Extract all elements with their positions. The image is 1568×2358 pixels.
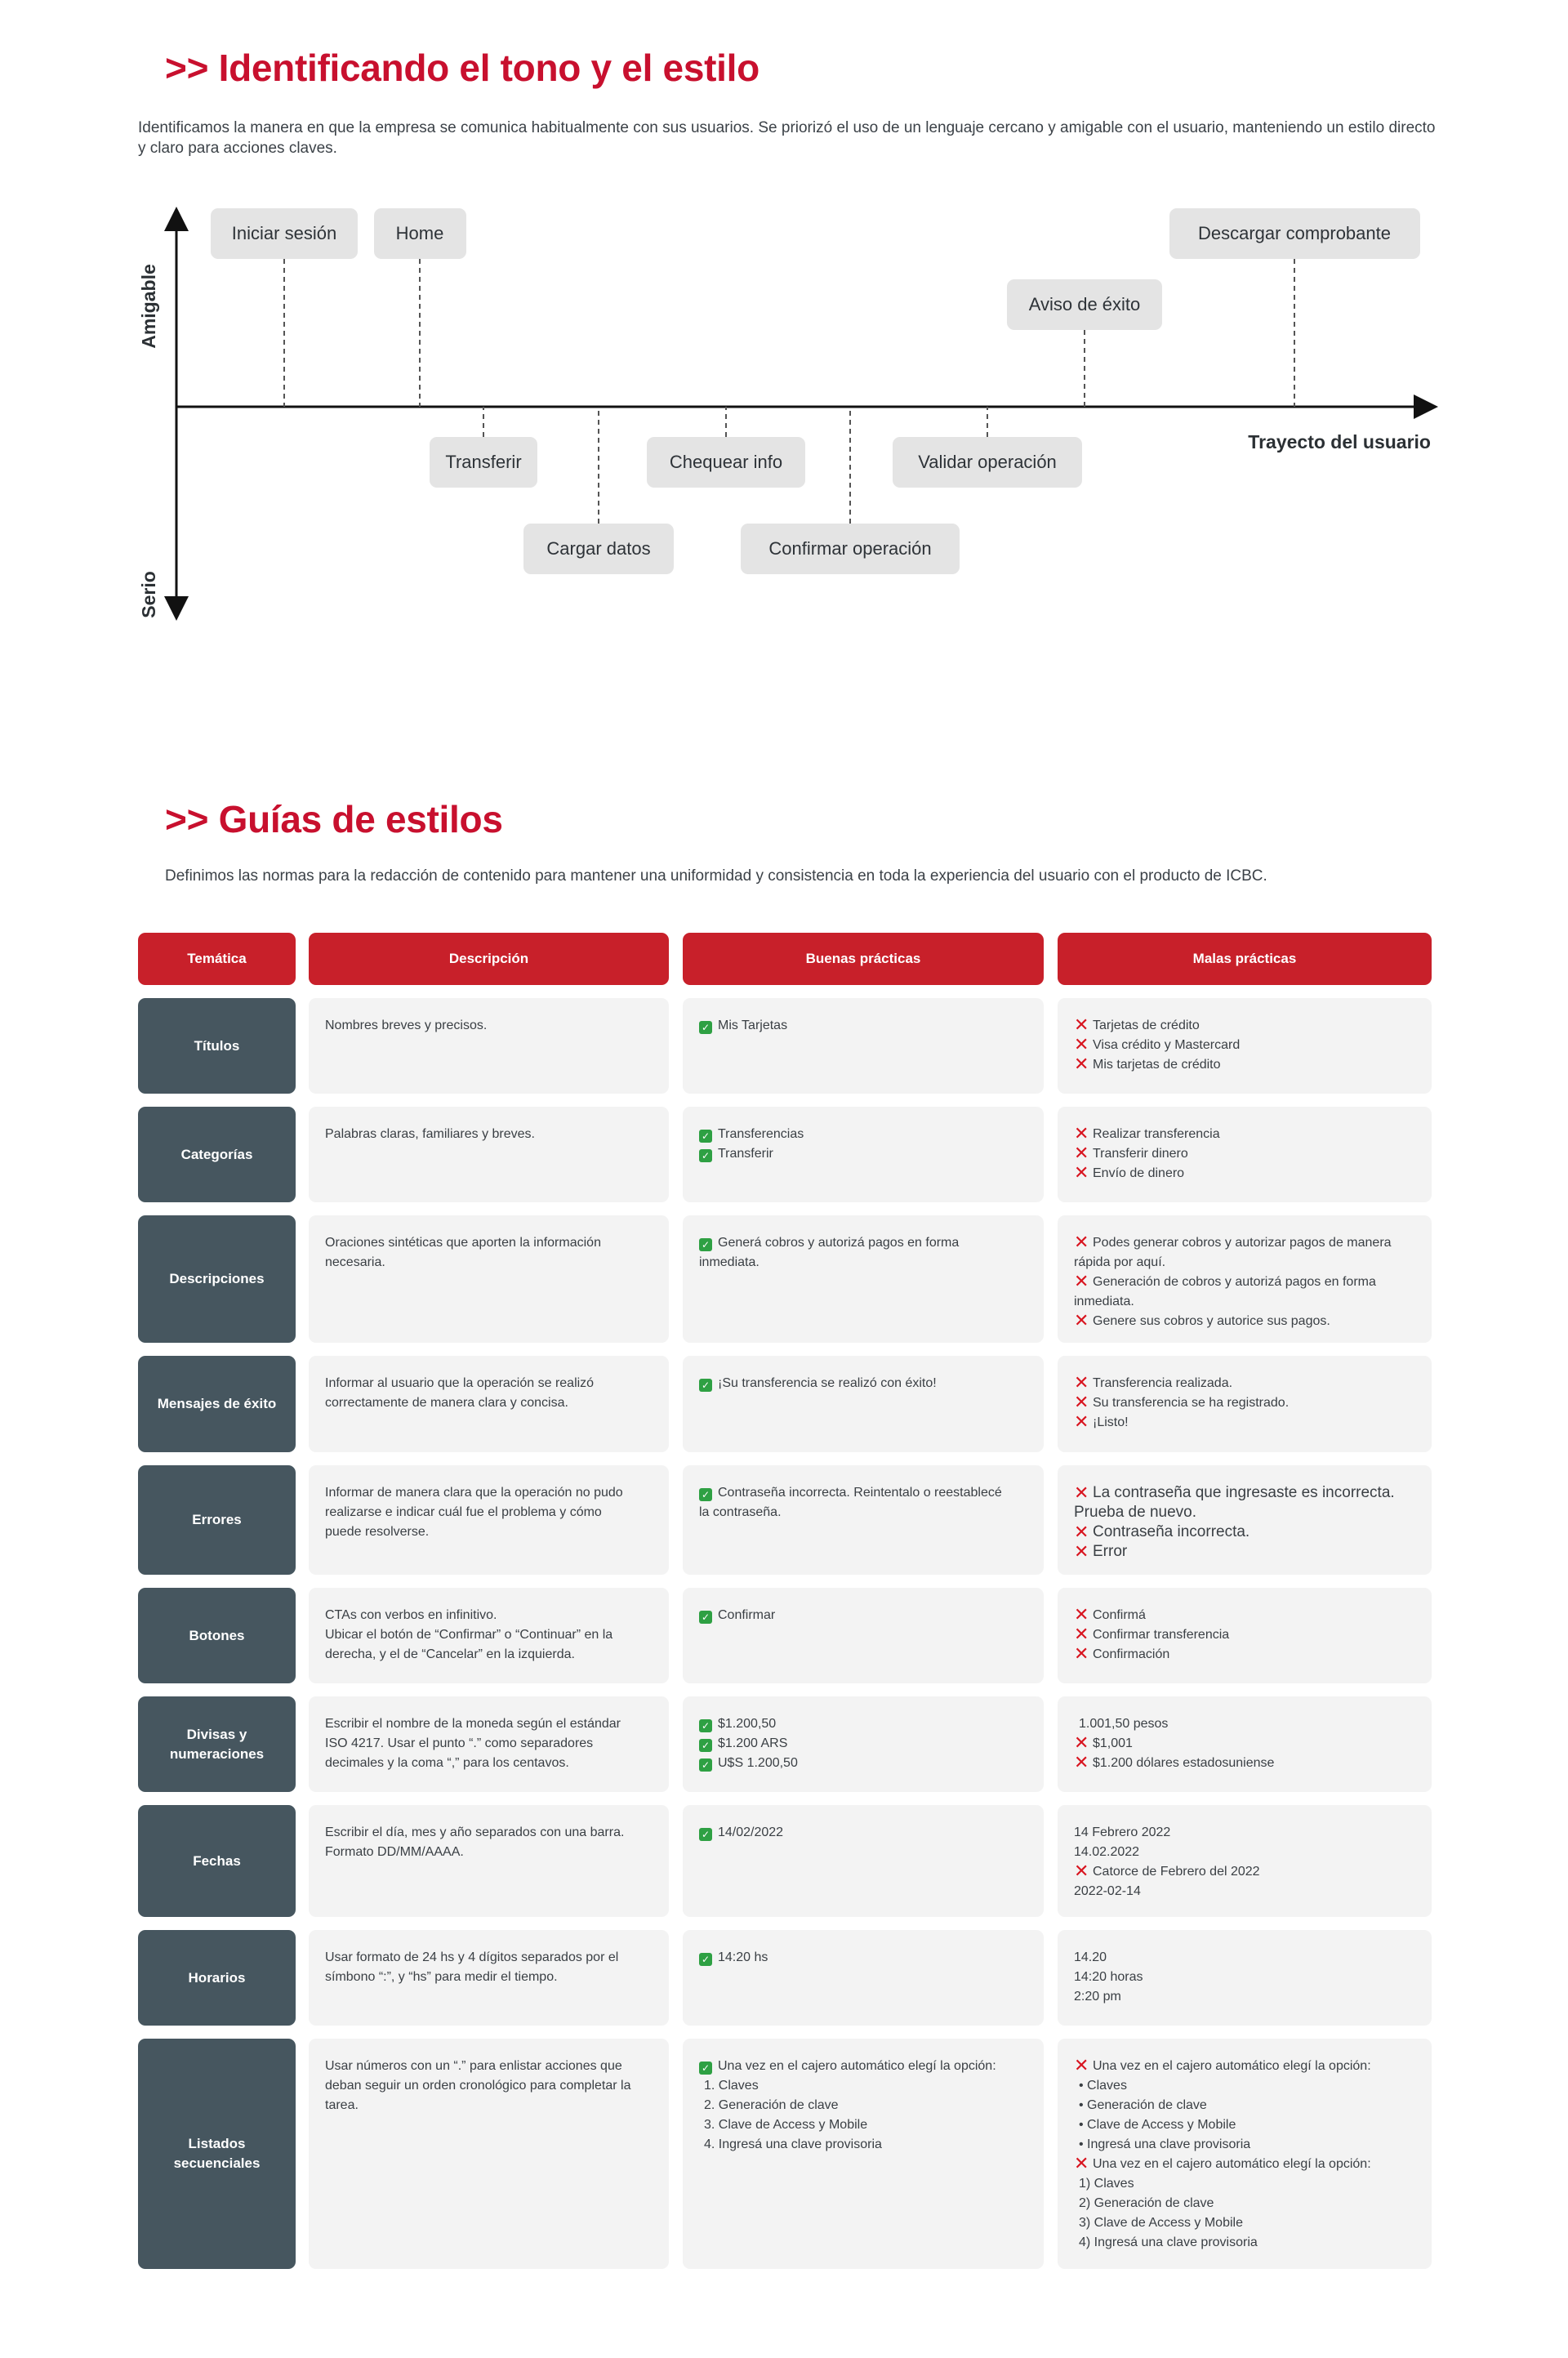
description-line: Escribir el nombre de la moneda según el estándar <box>325 1717 621 1731</box>
bad-practice-text: • Generación de clave <box>1079 2098 1207 2112</box>
bad-practice-text: 1.001,50 pesos <box>1079 1717 1169 1731</box>
row-topic <box>138 1805 296 1917</box>
row-description <box>309 1696 669 1792</box>
table-row <box>0 1107 1568 1202</box>
row-description <box>309 1805 669 1917</box>
bad-practice-text: Tarjetas de crédito <box>1093 1019 1200 1032</box>
bad-practice-text: 2022-02-14 <box>1074 1884 1141 1898</box>
cross-icon: ✕ <box>1074 1411 1089 1432</box>
check-icon: ✓ <box>699 1149 712 1162</box>
bad-practice-text: Una vez en el cajero automático elegí la opción: <box>1093 2157 1371 2171</box>
description-line: Informar de manera clara que la operación no pudo <box>325 1486 623 1500</box>
cross-icon: ✕ <box>1074 1372 1089 1393</box>
row-good-practices <box>683 1356 1044 1452</box>
bad-practice-text: 14 Febrero 2022 <box>1074 1825 1171 1839</box>
good-practice-text: Una vez en el cajero automático elegí la opción: <box>718 2059 996 2073</box>
description-line: correctamente de manera clara y concisa. <box>325 1396 568 1410</box>
description-line: Informar al usuario que la operación se realizó <box>325 1376 595 1390</box>
row-good-practices <box>683 1930 1044 2026</box>
step-7: Validar operación <box>893 437 1082 488</box>
description-line: realizarse e indicar cuál fue el problema y cómo <box>325 1505 602 1519</box>
row-good-practices <box>683 1215 1044 1343</box>
row-topic <box>138 1107 296 1202</box>
section-title-styles: >> Guías de estilos <box>165 798 503 840</box>
check-icon: ✓ <box>699 1130 712 1143</box>
row-topic <box>138 1588 296 1683</box>
cross-icon: ✕ <box>1074 1162 1089 1183</box>
bad-practice-text: Visa crédito y Mastercard <box>1093 1038 1241 1052</box>
step-5: Chequear info <box>647 437 805 488</box>
row-topic <box>138 2039 296 2269</box>
bad-practice-text: Confirmación <box>1093 1647 1170 1661</box>
step-8: Aviso de éxito <box>1007 279 1162 330</box>
bad-practice-text: Confirmar transferencia <box>1093 1628 1230 1642</box>
section-title-tone: >> Identificando el tono y el estilo <box>165 47 760 89</box>
bad-practice-text: 14:20 horas <box>1074 1970 1143 1984</box>
description-line: deban seguir un orden cronológico para completar la <box>325 2079 631 2093</box>
row-bad-practices <box>1058 1465 1432 1575</box>
row-topic-label: Fechas <box>193 1852 241 1869</box>
x-axis-label: Trayecto del usuario <box>1248 431 1431 452</box>
row-bad-practices <box>1058 1805 1432 1917</box>
row-topic-label: Mensajes de éxito <box>157 1396 277 1411</box>
cross-icon: ✕ <box>1074 1541 1089 1562</box>
row-topic <box>138 998 296 1094</box>
description-line: Usar números con un “.” para enlistar acciones que <box>325 2059 622 2073</box>
good-practice-text: 4. Ingresá una clave provisoria <box>704 2137 882 2151</box>
table-row <box>0 1215 1568 1343</box>
table-row <box>0 1465 1568 1575</box>
row-topic-label: Divisas y numeraciones <box>169 1726 265 1762</box>
row-topic-label: Descripciones <box>169 1271 265 1286</box>
bad-practice-text: Realizar transferencia <box>1093 1127 1220 1141</box>
cross-icon: ✕ <box>1074 1732 1089 1753</box>
good-practice-text: 1. Claves <box>704 2079 759 2093</box>
row-topic-label: Categorías <box>180 1146 253 1162</box>
good-practice-text: $1.200 ARS <box>718 1736 788 1750</box>
bad-practice-text: rápida por aquí. <box>1074 1255 1166 1269</box>
description-line: ISO 4217. Usar el punto “.” como separadores <box>325 1736 594 1750</box>
check-icon: ✓ <box>699 2062 712 2075</box>
bad-practice-text: Prueba de nuevo. <box>1074 1504 1197 1521</box>
bad-practice-text: La contraseña que ingresaste es incorrecta. <box>1093 1484 1395 1501</box>
step-1: Iniciar sesión <box>211 208 358 259</box>
cross-icon: ✕ <box>1074 1522 1089 1542</box>
cross-icon: ✕ <box>1074 2055 1089 2075</box>
row-good-practices <box>683 1805 1044 1917</box>
cross-icon: ✕ <box>1074 1143 1089 1163</box>
description-line: símbono “:”, y “hs” para medir el tiempo. <box>325 1970 558 1984</box>
bad-practice-text: 1) Claves <box>1079 2177 1134 2191</box>
row-topic <box>138 1215 296 1343</box>
description-line: Nombres breves y precisos. <box>325 1019 488 1032</box>
row-description <box>309 1107 669 1202</box>
check-icon: ✓ <box>699 1488 712 1501</box>
description-line: decimales y la coma “,” para los centavos. <box>325 1756 569 1770</box>
bad-practice-text: Generación de cobros y autorizá pagos en forma <box>1093 1275 1376 1289</box>
check-icon: ✓ <box>699 1719 712 1732</box>
good-practice-text: Generá cobros y autorizá pagos en forma <box>718 1236 960 1250</box>
table-row <box>0 1805 1568 1917</box>
step-9: Descargar comprobante <box>1169 208 1420 259</box>
bad-practice-text: ¡Listo! <box>1093 1415 1129 1429</box>
good-practice-text: 14/02/2022 <box>718 1825 784 1839</box>
bad-practice-text: • Ingresá una clave provisoria <box>1079 2137 1251 2151</box>
row-description <box>309 1930 669 2026</box>
row-topic <box>138 1465 296 1575</box>
bad-practice-text: inmediata. <box>1074 1295 1134 1308</box>
cross-icon: ✕ <box>1074 1310 1089 1331</box>
section-intro-tone: Identificamos la manera en que la empresa se comunica habitualmente con sus usuarios. Se priorizó el uso de un lenguaje cercano y amigable con el usuario, manteniendo un estilo directo y claro para acciones claves. <box>138 119 1436 157</box>
section-intro-styles: Definimos las normas para la redacción de contenido para mantener una uniformidad y consistencia en toda la experiencia del usuario con el producto de ICBC. <box>165 867 1267 885</box>
row-topic <box>138 1930 296 2026</box>
cross-icon: ✕ <box>1074 1271 1089 1291</box>
description-line: necesaria. <box>325 1255 385 1269</box>
description-line: derecha, y el de “Cancelar” en la izquierda. <box>325 1647 575 1661</box>
cross-icon: ✕ <box>1074 1752 1089 1772</box>
row-good-practices <box>683 1465 1044 1575</box>
row-good-practices <box>683 1588 1044 1683</box>
good-practice-text: 3. Clave de Access y Mobile <box>704 2118 868 2132</box>
row-bad-practices <box>1058 1215 1432 1343</box>
header-malas: Malas prácticas <box>1058 933 1432 985</box>
description-line: Ubicar el botón de “Confirmar” o “Continuar” en la <box>325 1628 613 1642</box>
cross-icon: ✕ <box>1074 1392 1089 1412</box>
bad-practice-text: Podes generar cobros y autorizar pagos de manera <box>1093 1236 1392 1250</box>
bad-practice-text: • Clave de Access y Mobile <box>1079 2118 1236 2132</box>
row-good-practices <box>683 1696 1044 1792</box>
row-topic-label: Listados secuenciales <box>173 2136 261 2171</box>
good-practice-text: Transferir <box>718 1147 773 1161</box>
bad-practice-text: Transferencia realizada. <box>1093 1376 1233 1390</box>
cross-icon: ✕ <box>1074 1123 1089 1143</box>
cross-icon: ✕ <box>1074 1054 1089 1074</box>
bad-practice-text: Envío de dinero <box>1093 1166 1185 1180</box>
bad-practice-text: Una vez en el cajero automático elegí la opción: <box>1093 2059 1371 2073</box>
bad-practice-text: 14.02.2022 <box>1074 1845 1140 1859</box>
table-row <box>0 1356 1568 1452</box>
step-3: Transferir <box>430 437 537 488</box>
description-line: CTAs con verbos en infinitivo. <box>325 1608 497 1622</box>
row-bad-practices <box>1058 1356 1432 1452</box>
row-topic-label: Errores <box>192 1512 242 1527</box>
cross-icon: ✕ <box>1074 1232 1089 1252</box>
bad-practice-text: Transferir dinero <box>1093 1147 1188 1161</box>
bad-practice-text: Mis tarjetas de crédito <box>1093 1058 1221 1072</box>
bad-practice-text: 3) Clave de Access y Mobile <box>1079 2216 1243 2230</box>
check-icon: ✓ <box>699 1953 712 1966</box>
cross-icon: ✕ <box>1074 1861 1089 1881</box>
good-practice-text: 2. Generación de clave <box>704 2098 839 2112</box>
bad-practice-text: $1,001 <box>1093 1736 1133 1750</box>
table-row <box>0 2039 1568 2269</box>
row-bad-practices <box>1058 998 1432 1094</box>
row-topic <box>138 1356 296 1452</box>
cross-icon: ✕ <box>1074 1034 1089 1054</box>
description-line: Oraciones sintéticas que aporten la información <box>325 1236 601 1250</box>
row-bad-practices <box>1058 1930 1432 2026</box>
description-line: Escribir el día, mes y año separados con una barra. <box>325 1825 625 1839</box>
table-row <box>0 1930 1568 2026</box>
row-bad-practices <box>1058 1696 1432 1792</box>
bad-practice-text: Su transferencia se ha registrado. <box>1093 1396 1290 1410</box>
good-practice-text: Mis Tarjetas <box>718 1019 788 1032</box>
row-topic-label: Botones <box>189 1627 245 1643</box>
row-description <box>309 1356 669 1452</box>
table-row <box>0 1696 1568 1792</box>
row-topic-label: Títulos <box>194 1037 240 1054</box>
check-icon: ✓ <box>699 1021 712 1034</box>
header-descripcion: Descripción <box>309 933 669 985</box>
good-practice-text: inmediata. <box>699 1255 760 1269</box>
row-description <box>309 1588 669 1683</box>
bad-practice-text: Genere sus cobros y autorice sus pagos. <box>1093 1314 1330 1328</box>
bad-practice-text: 2) Generación de clave <box>1079 2196 1214 2210</box>
good-practice-text: Confirmar <box>718 1608 776 1622</box>
good-practice-text: Transferencias <box>718 1127 804 1141</box>
step-6: Confirmar operación <box>741 524 960 574</box>
cross-icon: ✕ <box>1074 1624 1089 1644</box>
row-good-practices <box>683 1107 1044 1202</box>
bad-practice-text: Catorce de Febrero del 2022 <box>1093 1865 1260 1879</box>
header-tematica: Temática <box>138 933 296 985</box>
table-row <box>0 998 1568 1094</box>
bad-practice-text: Confirmá <box>1093 1608 1146 1622</box>
good-practice-text: 14:20 hs <box>718 1950 768 1964</box>
row-bad-practices <box>1058 2039 1432 2269</box>
cross-icon: ✕ <box>1074 1482 1089 1503</box>
step-2: Home <box>374 208 466 259</box>
table-row <box>0 1588 1568 1683</box>
good-practice-text: Contraseña incorrecta. Reintentalo o reestablecé <box>718 1486 1002 1500</box>
row-description <box>309 1465 669 1575</box>
row-bad-practices <box>1058 1107 1432 1202</box>
row-topic <box>138 1696 296 1792</box>
y-axis-bottom-label: Serio <box>138 571 159 618</box>
bad-practice-text: 2:20 pm <box>1074 1990 1121 2004</box>
check-icon: ✓ <box>699 1611 712 1624</box>
row-good-practices <box>683 998 1044 1094</box>
check-icon: ✓ <box>699 1758 712 1772</box>
step-4: Cargar datos <box>523 524 674 574</box>
row-description <box>309 998 669 1094</box>
check-icon: ✓ <box>699 1739 712 1752</box>
bad-practice-text: Error <box>1093 1543 1128 1560</box>
good-practice-text: $1.200,50 <box>718 1717 777 1731</box>
header-buenas: Buenas prácticas <box>683 933 1044 985</box>
row-bad-practices <box>1058 1588 1432 1683</box>
bad-practice-text: $1.200 dólares estadosuniense <box>1093 1756 1275 1770</box>
cross-icon: ✕ <box>1074 1643 1089 1664</box>
cross-icon: ✕ <box>1074 1604 1089 1625</box>
description-line: Palabras claras, familiares y breves. <box>325 1127 535 1141</box>
y-axis-top-label: Amigable <box>138 264 159 349</box>
bad-practice-text: 4) Ingresá una clave provisoria <box>1079 2235 1258 2249</box>
good-practice-text: ¡Su transferencia se realizó con éxito! <box>718 1376 937 1390</box>
row-description <box>309 2039 669 2269</box>
description-line: Formato DD/MM/AAAA. <box>325 1845 464 1859</box>
check-icon: ✓ <box>699 1828 712 1841</box>
cross-icon: ✕ <box>1074 2153 1089 2173</box>
good-practice-text: U$S 1.200,50 <box>718 1756 798 1770</box>
description-line: Usar formato de 24 hs y 4 dígitos separados por el <box>325 1950 619 1964</box>
row-description <box>309 1215 669 1343</box>
bad-practice-text: 14.20 <box>1074 1950 1107 1964</box>
bad-practice-text: • Claves <box>1079 2079 1127 2093</box>
row-topic-label: Horarios <box>188 1969 246 1986</box>
row-good-practices <box>683 2039 1044 2269</box>
bad-practice-text: Contraseña incorrecta. <box>1093 1523 1250 1540</box>
check-icon: ✓ <box>699 1379 712 1392</box>
cross-icon: ✕ <box>1074 1014 1089 1035</box>
good-practice-text: la contraseña. <box>699 1505 782 1519</box>
check-icon: ✓ <box>699 1238 712 1251</box>
description-line: puede resolverse. <box>325 1525 430 1539</box>
description-line: tarea. <box>325 2098 359 2112</box>
